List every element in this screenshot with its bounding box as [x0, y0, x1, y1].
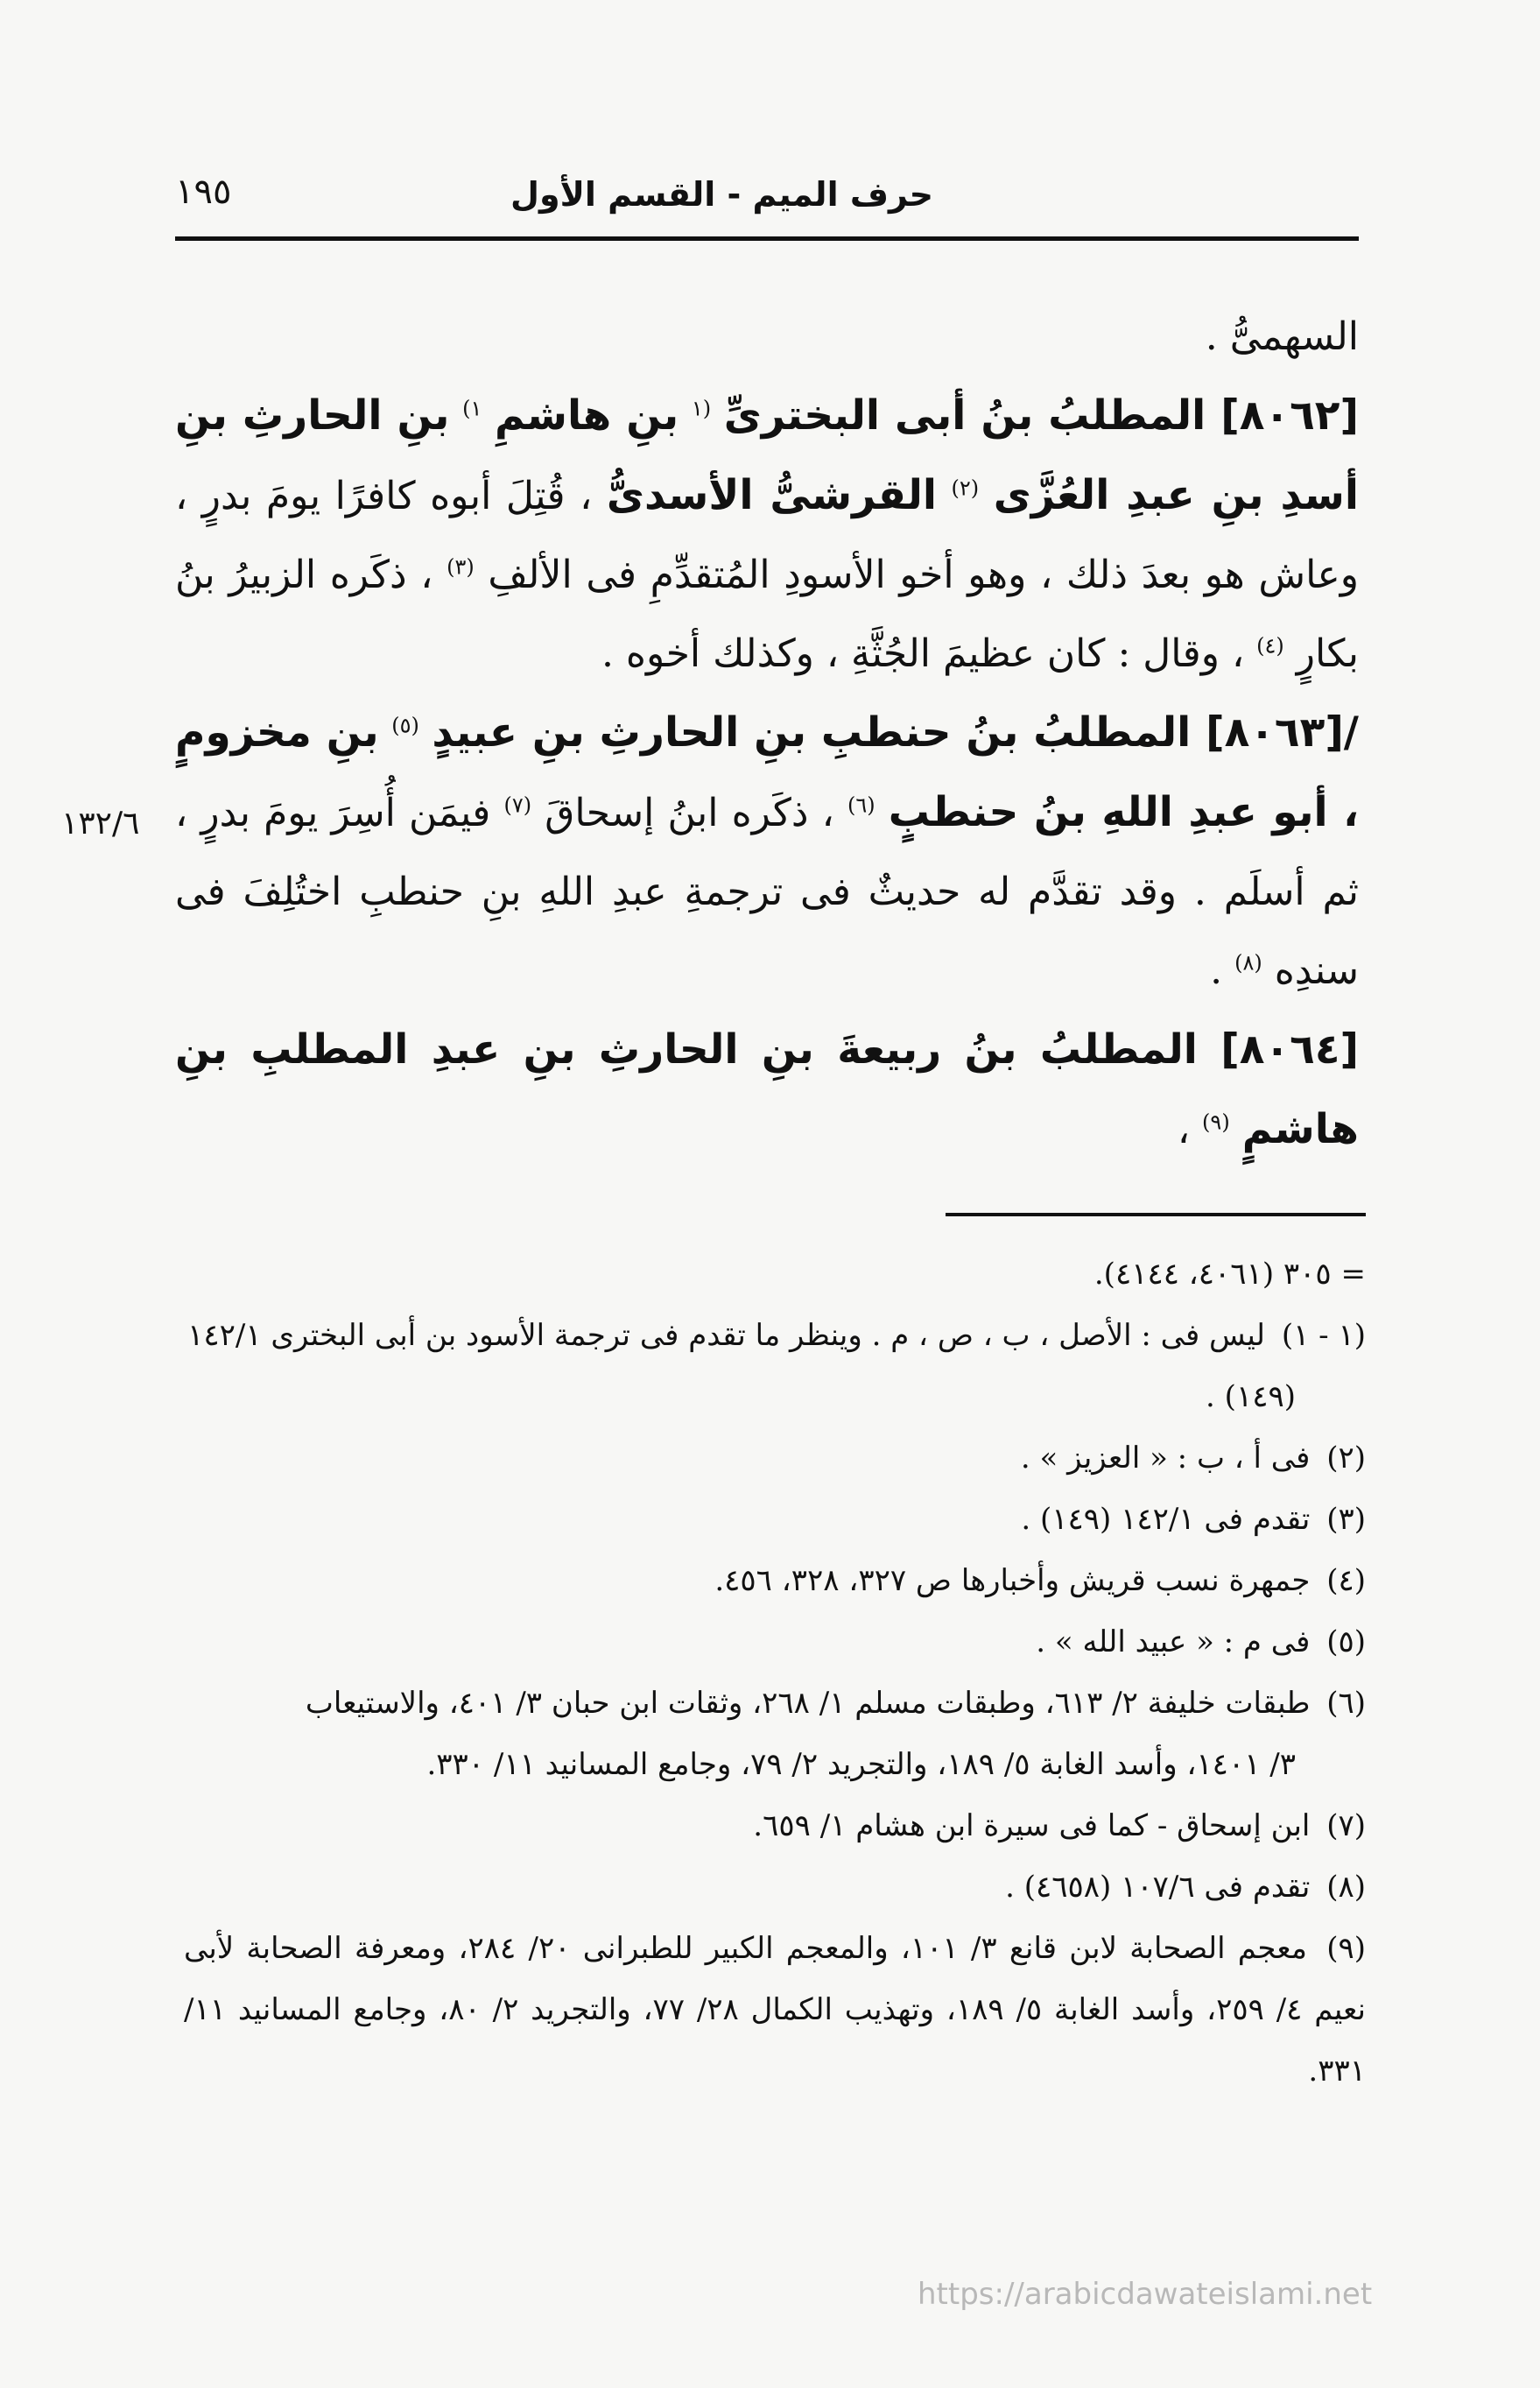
entry-8063 — [175, 694, 1359, 1011]
entry-8062 — [175, 377, 1359, 694]
footnote-text: تقدم فى ١٤٢/١ (١٤٩) . — [1021, 1502, 1311, 1537]
footnote-9 — [184, 1918, 1366, 2102]
footnote-mark: (١ — [691, 396, 712, 421]
footnote-carryover: = ٣٠٥ (٤٠٦١، ٤١٤٤). — [1093, 1257, 1366, 1292]
footnote-number: (٨) — [1326, 1870, 1366, 1905]
entry-8064-text-1: ، — [1177, 1108, 1191, 1152]
footnote-text: جمهرة نسب قريش وأخبارها ص ٣٢٧، ٣٢٨، ٤٥٦. — [714, 1563, 1311, 1598]
footnote-6 — [184, 1673, 1366, 1734]
footnotes — [184, 1243, 1366, 2102]
footnote-2 — [184, 1427, 1366, 1489]
footnote-mark: (٣) — [447, 554, 475, 580]
entry-8062-head: [٨٠٦٢] المطلبُ بنُ أبى البخترىِّ — [723, 391, 1359, 440]
footnote-1 — [184, 1305, 1366, 1366]
footnote-mark: (٨) — [1234, 950, 1262, 976]
entry-8062-head-4: القرشىُّ الأسدىُّ — [606, 471, 937, 519]
footnote-text: معجم الصحابة لابن قانع ٣/ ١٠١، والمعجم الكبير للطبرانى ٢٠/ ٢٨٤، ومعرفة الصحابة لأبى نعيم ٤/ ٢٥٩، وأسد الغابة ٥/ ١٨٩، وتهذيب الكمال ٢٨/ ٧٧، والتجريد ٢/ ٨٠، وجامع المسانيد ١١/ ٣٣١. — [184, 1931, 1366, 2089]
entry-8063-text-1: ، ذكَره ابنُ إسحاقَ — [545, 791, 834, 835]
page-number: ١٩٥ — [175, 172, 232, 212]
footnote-mark: (٩) — [1202, 1109, 1230, 1135]
footnote-mark: (٢) — [951, 475, 980, 501]
main-text — [175, 298, 1359, 1170]
entry-8063-text-2: فيمَن أُسِرَ يومَ بدرٍ ، ثم أسلَم . وقد تقدَّم له حديثٌ فى ترجمةِ عبدِ اللهِ بنِ حنطبِ اختُلِفَ فى سندِه — [175, 791, 1359, 993]
footnote-8 — [184, 1856, 1366, 1918]
footnote-1-cont: (١٤٩) . — [1206, 1379, 1296, 1414]
footnote-mark: ١) — [462, 396, 482, 421]
footnote-5 — [184, 1611, 1366, 1673]
footnote-text: ابن إسحاق - كما فى سيرة ابن هشام ١/ ٦٥٩. — [753, 1808, 1311, 1843]
footnote-number: (٢) — [1326, 1441, 1366, 1476]
footnote-number: (١ - ١) — [1281, 1318, 1366, 1353]
footnote-rule — [946, 1213, 1366, 1216]
footnote-number: (٤) — [1326, 1563, 1366, 1598]
footnote-7 — [184, 1795, 1366, 1856]
watermark-url: https://arabicdawateislami.net — [918, 2277, 1373, 2312]
footnote-text: طبقات خليفة ٢/ ٦١٣، وطبقات مسلم ١/ ٢٦٨، وثقات ابن حبان ٣/ ٤٠١، والاستيعاب — [305, 1686, 1311, 1721]
footnote-number: (٣) — [1326, 1502, 1366, 1537]
footnote-mark: (٤) — [1256, 633, 1284, 659]
entry-8063-head: /[٨٠٦٣] المطلبُ بنُ حنطبِ بنِ الحارثِ بنِ عبيدٍ — [432, 708, 1359, 757]
running-title: حرف الميم - القسم الأول — [510, 175, 933, 214]
footnote-text: تقدم فى ١٠٧/٦ (٤٦٥٨) . — [1005, 1870, 1311, 1905]
entry-8064-head: [٨٠٦٤] المطلبُ بنُ ربيعةَ بنِ الحارثِ بنِ عبدِ المطلبِ بنِ هاشمٍ — [175, 1025, 1359, 1153]
entry-8062-head-3: بنِ الحارثِ بنِ أسدِ بنِ عبدِ العُزَّى — [175, 391, 1359, 519]
footnote-number: (٩) — [1326, 1931, 1367, 1966]
footnote-6-cont: ٣/ ١٤٠١، وأسد الغابة ٥/ ١٨٩، والتجريد ٢/ ٧٩، وجامع المسانيد ١١/ ٣٣٠. — [426, 1747, 1296, 1782]
entry-8063-head-2: بنِ مخزومٍ ، أبو عبدِ اللهِ بنُ حنطبٍ — [175, 708, 1359, 836]
main-line-1: السهمىُّ . — [1205, 314, 1359, 359]
footnote-text: ليس فى : الأصل ، ب ، ص ، م . وينظر ما تقدم فى ترجمة الأسود بن أبى البخترى ١٤٢/١ — [187, 1318, 1266, 1353]
footnote-3 — [184, 1489, 1366, 1550]
footnote-4 — [184, 1550, 1366, 1611]
footnote-number: (٦) — [1326, 1686, 1366, 1721]
footnote-text: فى أ ، ب : « العزيز » . — [1020, 1441, 1311, 1476]
margin-volume-page-note: ١٣٢/٦ — [61, 806, 140, 842]
entry-8064 — [175, 1011, 1359, 1170]
entry-8062-head-2: بنِ هاشمِ — [494, 391, 679, 440]
footnote-mark: (٧) — [503, 792, 532, 818]
footnote-number: (٧) — [1326, 1808, 1366, 1843]
entry-8062-text-1: ، قُتِلَ أبوه كافرًا يومَ بدرٍ ، وعاش هو بعدَ ذلك ، وهو أخو الأسودِ المُتقدِّمِ فى الألفِ — [175, 474, 1359, 597]
header-rule — [175, 236, 1359, 241]
footnote-number: (٥) — [1326, 1624, 1366, 1659]
entry-8062-text-3: ، وقال : كان عظيمَ الجُثَّةِ ، وكذلك أخوه . — [601, 631, 1245, 676]
footnote-mark: (٦) — [847, 792, 875, 818]
footnote-mark: (٥) — [391, 713, 419, 738]
page-header — [175, 168, 1359, 256]
entry-8062-text-2: ، ذكَره الزبيرُ بنُ بكارٍ — [175, 553, 1359, 676]
entry-8063-text-3: . — [1210, 948, 1223, 993]
footnote-text: فى م : « عبيد الله » . — [1036, 1624, 1311, 1659]
